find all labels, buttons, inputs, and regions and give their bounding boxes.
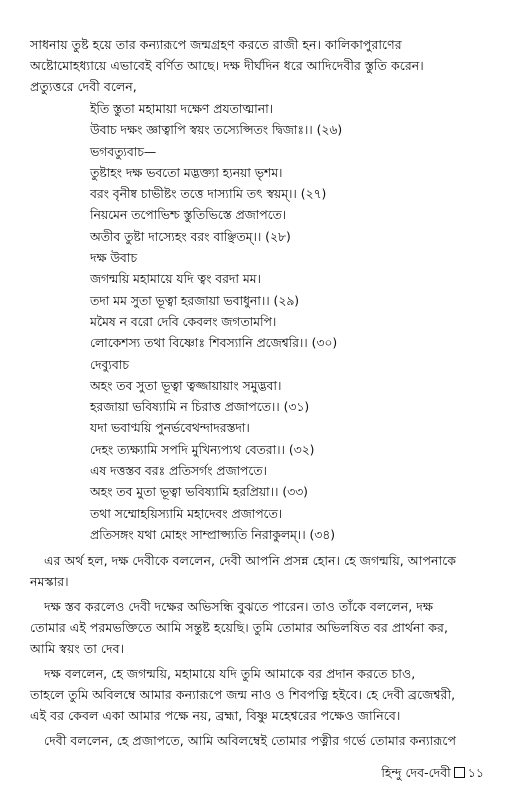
daksha-paragraph <box>30 663 484 726</box>
meaning-paragraph <box>30 550 484 592</box>
verse-line: প্রতিসঙ্গং যথা মোহং সাম্প্রাপ্স্যতি নিরাকুলম্।। (৩৪) <box>90 527 336 542</box>
speaker-label: ভগবত্যুবাচ— <box>90 144 157 159</box>
verse-line: ইতি স্তুতা মহামায়া দক্ষেণ প্রযতাত্মানা। <box>90 102 274 116</box>
verse-line: মমৈষ ন বরো দেবি কেবলং জগতামপি। <box>90 314 277 329</box>
stava-paragraph <box>30 596 484 659</box>
speaker-label: দক্ষ উবাচ <box>90 251 137 266</box>
verse-line: তুষ্টাহং দক্ষ ভবতো মদ্ভক্ত্যা হ্যনয়া ভৃশম। <box>90 165 283 180</box>
daksha-line-1: দক্ষ বললেন, হে জগন্ময়ি, মহামায়ে যদি তুমি আমাকে বর প্রদান করতে চাও, <box>44 666 416 682</box>
intro-paragraph <box>30 34 484 97</box>
sanskrit-verses <box>30 99 484 546</box>
book-title: হিন্দু দেব-দেবী <box>381 765 451 780</box>
verse-line: লোকেশস্য তথা বিষ্ণোঃ শিবস্যানি প্রজেশ্বরি।। (৩০) <box>90 336 338 351</box>
verse-line: বরং বৃনীষ্ব চাভীষ্টং তত্তে দাস্যামি তৎ স্বয়ম্।। (২৭) <box>90 187 327 202</box>
verse-line: তথা সম্মোহয়িস্যামি মহাদেবং প্রজাপতে। <box>90 506 283 521</box>
verse-line: উবাচ দক্ষং জ্ঞাত্বাপি স্বয়ং তস্যেপ্সিতং দ্বিজাঃ।। (২৬) <box>90 123 343 138</box>
intro-line-3: প্রত্যুত্তরে দেবী বলেন, <box>30 79 137 94</box>
meaning-line-2: নমস্কার। <box>30 574 69 590</box>
page-footer <box>381 765 484 785</box>
verse-line: অতীব তুষ্টা দাস্যেহং বরং বাঞ্ছিতম্।। (২৮) <box>90 229 291 244</box>
meaning-line-1: এর অর্থ হল, দক্ষ দেবীকে বললেন, দেবী আপনি প্রসন্ন হোন। হে জগন্ময়ি, আপনাকে <box>44 553 457 569</box>
page-number: ১১ <box>467 765 484 780</box>
daksha-line-3: এই বর কেবল একা আমার পক্ষে নয়, ব্রহ্মা, বিষ্ণু মহেশ্বরের পক্ষেও জানিবে। <box>30 708 401 724</box>
verse-line: যদা ভবাণ্ময়ি পুনর্ভবেথন্দাদরস্তদা। <box>90 421 250 436</box>
devi-line-1: দেবী বললেন, হে প্রজাপতে, আমি অবিলম্বেই তোমার পত্নীর গর্ভে তোমার কন্যারূপে <box>44 733 457 749</box>
speaker-label: দেব্যুবাচ <box>90 357 129 372</box>
devi-paragraph <box>30 730 484 751</box>
verse-line: অহং তব সুতা ভূত্বা ত্বজ্জায়ায়াং সমুদ্ভবা। <box>90 378 282 393</box>
stava-line-2: তোমার এই পরমভক্তিতে আমি সন্তুষ্ট হয়েছি। তুমি তোমার অভিলষিত বর প্রার্থনা কর, <box>30 620 448 636</box>
daksha-line-2: তাহলে তুমি অবিলম্বে আমার কন্যারূপে জন্ম নাও ও শিবপত্নি হইবে। হে দেবী ব্রজেশ্বরী, <box>30 687 456 703</box>
verse-line: অহং তব মুতা ভূত্বা ভবিষ্যামি হরপ্রিয়া।। (৩৩) <box>90 485 308 500</box>
verse-line: দেহং ত্যক্ষ্যামি সপদি মুখিন্যপ্যথ বেতরা।। (৩২) <box>90 442 315 457</box>
verse-line: হরজায়া ভবিষ্যামি ন চিরাত্ত প্রজাপতে।। (৩১) <box>90 400 310 415</box>
verse-line: জগন্ময়ি মহামায়ে যদি ত্বং বরদা মম। <box>90 272 261 287</box>
intro-line-1: সাধনায় তুষ্ট হয়ে তার কন্যারূপে জন্মগ্রহণ করতে রাজী হন। কালিকাপুরাণের <box>30 37 402 52</box>
square-icon <box>454 767 465 778</box>
stava-line-1: দক্ষ স্তব করলেও দেবী দক্ষের অভিসন্ধি বুঝতে পারেন। তাও তাঁকে বললেন, দক্ষ <box>44 599 434 615</box>
verse-line: এষ দত্তস্তব বরঃ প্রতিসর্গং প্রজাপতে। <box>90 464 267 479</box>
intro-line-2: অষ্টোমোহধ্যায়ে এভাবেই বর্ণিত আছে। দক্ষ দীর্ঘদিন ধরে আদিদেবীর স্তুতি করেন। <box>30 58 424 73</box>
stava-line-3: আমি স্বয়ং তা দেব। <box>30 641 125 657</box>
verse-line: তদা মম সুতা ভূত্বা হরজায়া ভবাধুনা।। (২৯) <box>90 293 300 308</box>
verse-line: নিয়মেন তপোভিশ্চ স্তুতিভিস্তে প্রজাপতে। <box>90 208 287 223</box>
